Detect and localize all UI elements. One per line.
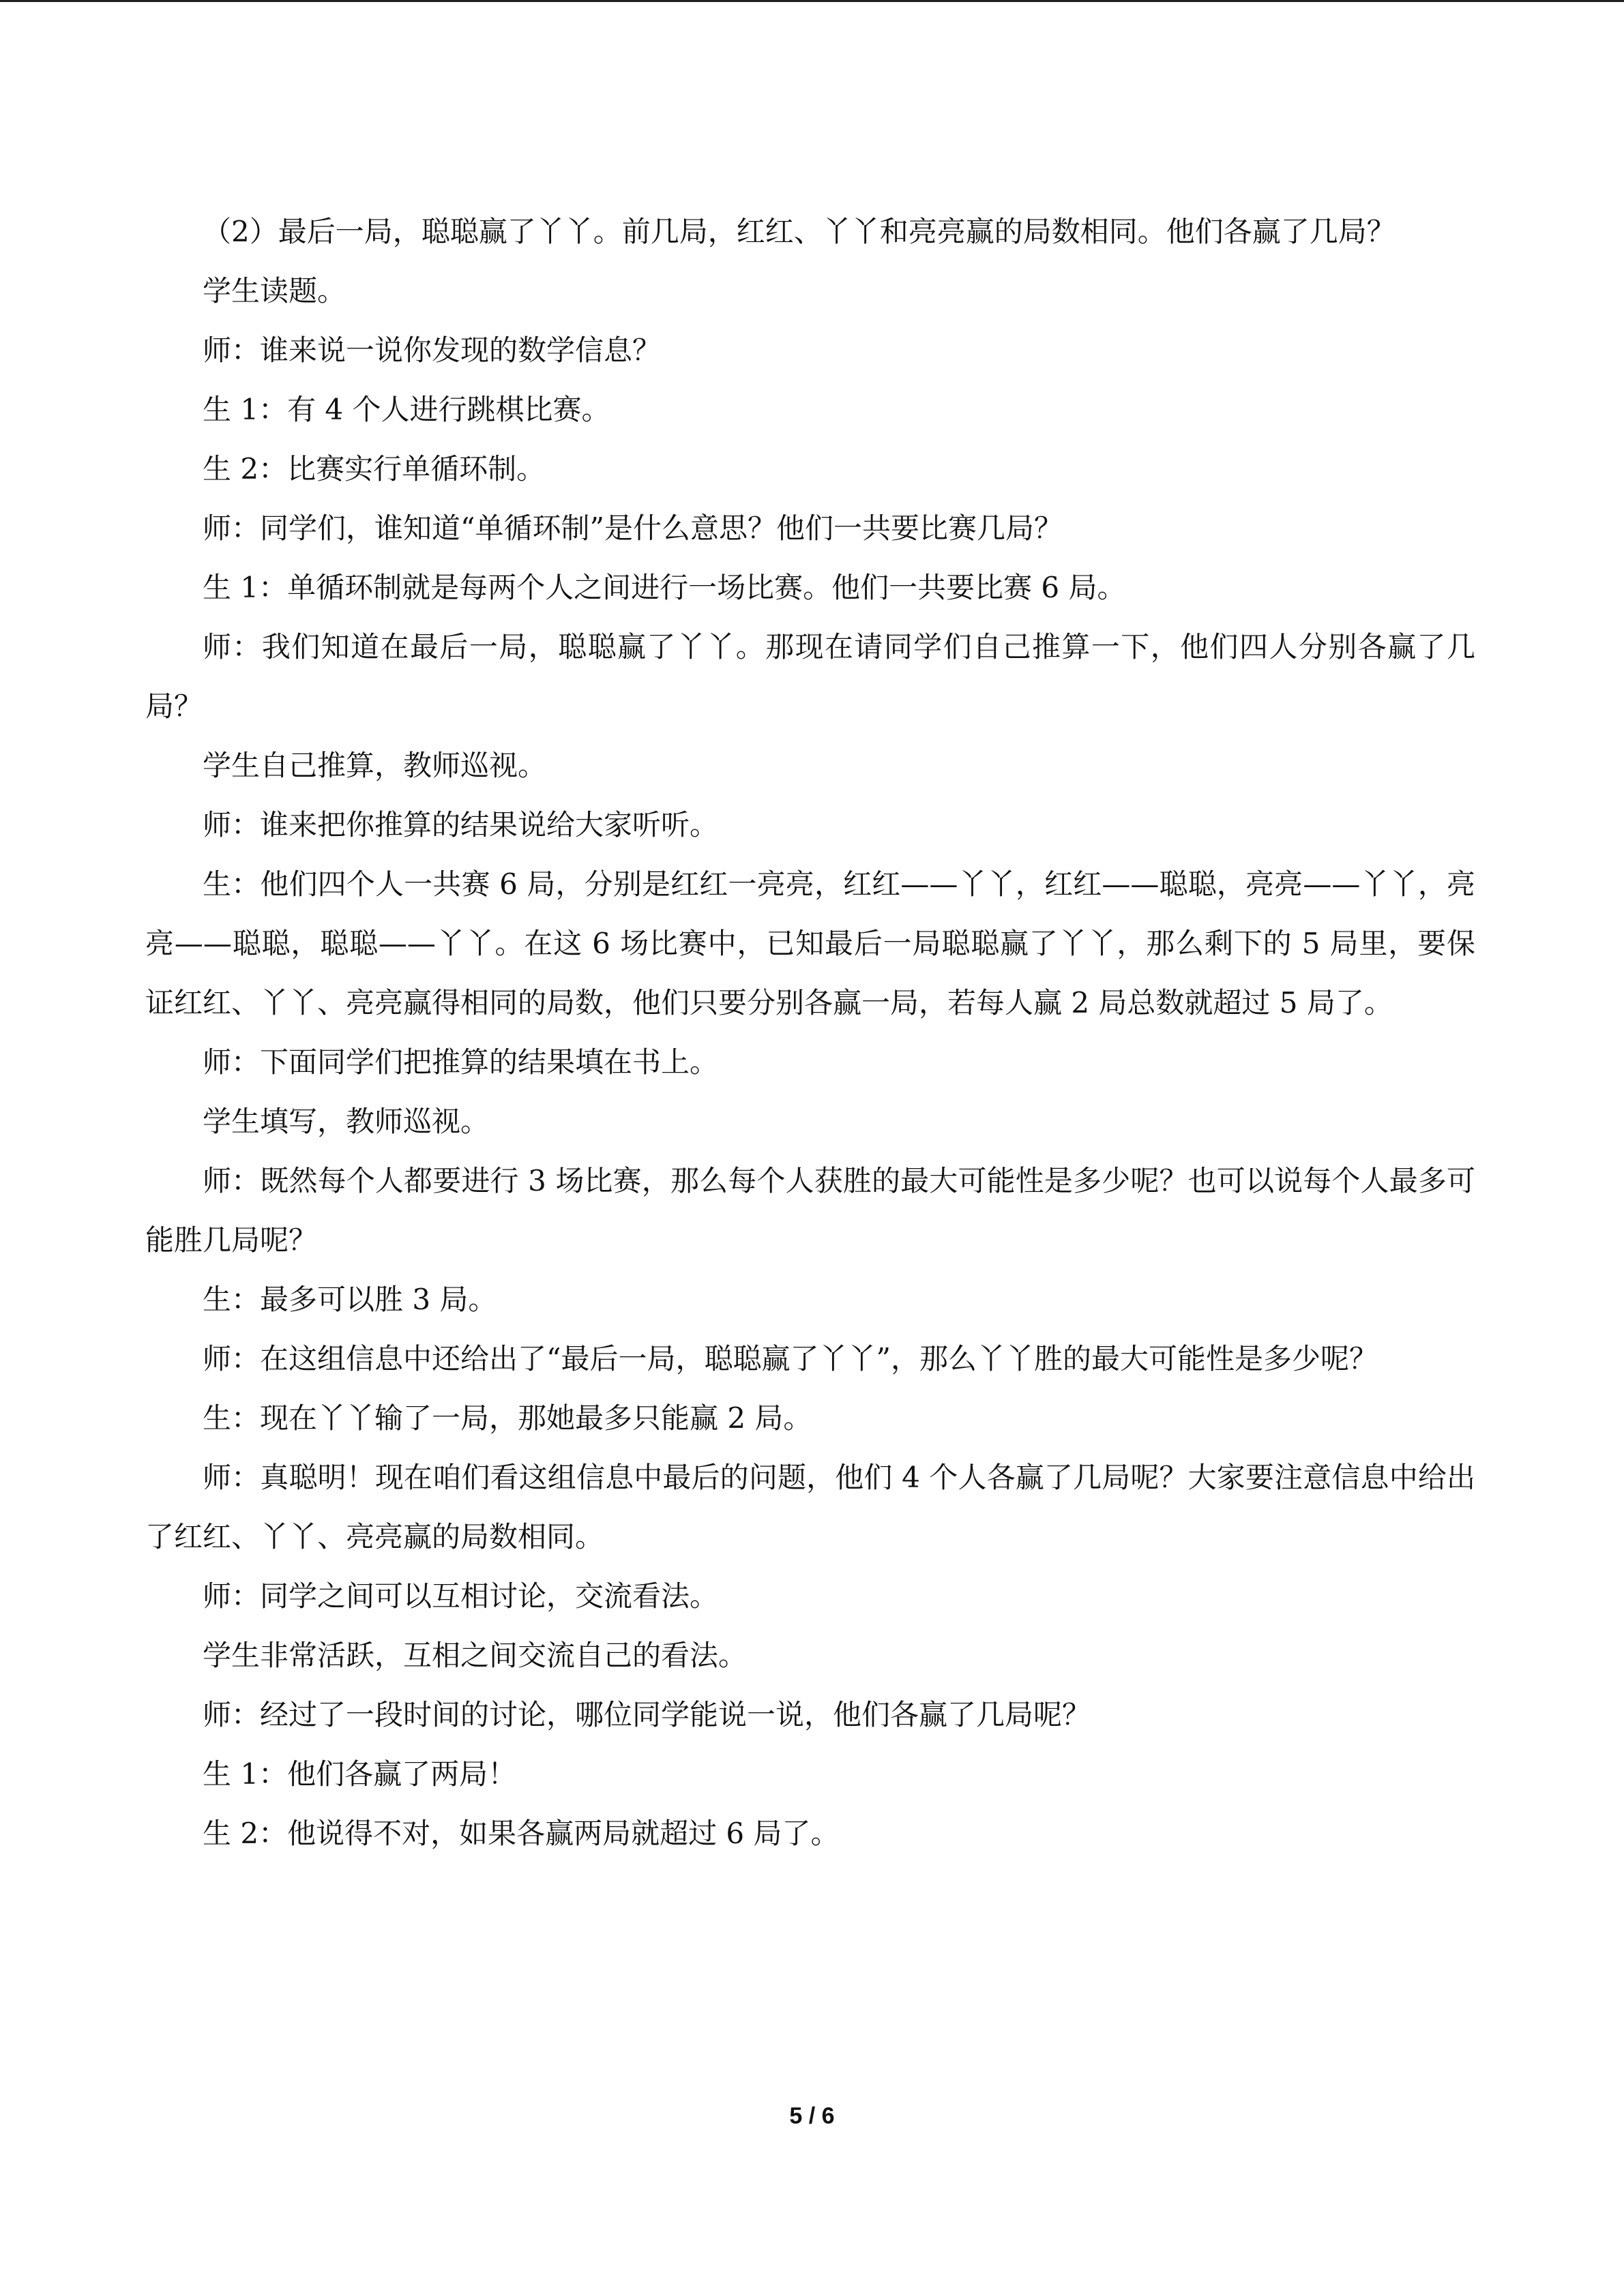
paragraph: 师：经过了一段时间的讨论，哪位同学能说一说，他们各赢了几局呢？	[203, 1698, 1091, 1731]
paragraph: 学生读题。	[203, 274, 346, 308]
paragraph: 师：既然每个人都要进行 3 场比赛，那么每个人获胜的最大可能性是多少呢？也可以说每个人最多可能胜几局呢？	[145, 1164, 1475, 1257]
paragraph: 师：同学们，谁知道“单循环制”是什么意思？他们一共要比赛几局？	[203, 511, 1063, 545]
paragraph: 师：我们知道在最后一局，聪聪赢了丫丫。那现在请同学们自己推算一下，他们四人分别各赢了几局？	[145, 630, 1475, 723]
paragraph: 学生填写，教师巡视。	[203, 1105, 490, 1138]
page-number: 5 / 6	[789, 2103, 835, 2129]
paragraph: 生 1：单循环制就是每两个人之间进行一场比赛。他们一共要比赛 6 局。	[203, 571, 1126, 604]
paragraph: 生：现在丫丫输了一局，那她最多只能赢 2 局。	[203, 1401, 812, 1435]
paragraph: 学生自己推算，教师巡视。	[203, 749, 547, 782]
paragraph: 师：在这组信息中还给出了“最后一局，聪聪赢了丫丫”，那么丫丫胜的最大可能性是多少呢？	[203, 1342, 1378, 1375]
paragraph: 生 1：他们各赢了两局！	[203, 1757, 517, 1791]
paragraph: （2）最后一局，聪聪赢了丫丫。前几局，红红、丫丫和亮亮赢的局数相同。他们各赢了几局？	[203, 215, 1396, 248]
paragraph: 学生非常活跃，互相之间交流自己的看法。	[203, 1639, 748, 1672]
page-top-border	[0, 0, 1624, 2]
paragraph: 师：下面同学们把推算的结果填在书上。	[203, 1045, 719, 1079]
paragraph: 师：谁来说一说你发现的数学信息？	[203, 333, 662, 367]
paragraph: 生：他们四个人一共赛 6 局，分别是红红一亮亮，红红——丫丫，红红——聪聪，亮亮——丫丫，亮亮——聪聪，聪聪——丫丫。在这 6 场比赛中，已知最后一局聪聪赢了丫丫，那么剩下的 5 局里，要保证红红、丫丫、亮亮赢得相同的局数，他们只要分别各赢一局，若每人赢 2 局总数就超过 5 局了。	[145, 867, 1475, 1019]
document-body	[145, 202, 1475, 1863]
paragraph: 生：最多可以胜 3 局。	[203, 1283, 497, 1316]
paragraph: 生 1：有 4 个人进行跳棋比赛。	[203, 393, 610, 426]
paragraph: 师：同学之间可以互相讨论，交流看法。	[203, 1579, 719, 1613]
paragraph: 生 2：他说得不对，如果各赢两局就超过 6 局了。	[203, 1817, 840, 1850]
paragraph: 师：谁来把你推算的结果说给大家听听。	[203, 808, 719, 841]
paragraph: 师：真聪明！现在咱们看这组信息中最后的问题，他们 4 个人各赢了几局呢？大家要注意信息中给出了红红、丫丫、亮亮赢的局数相同。	[145, 1461, 1475, 1553]
paragraph: 生 2：比赛实行单循环制。	[203, 452, 546, 486]
